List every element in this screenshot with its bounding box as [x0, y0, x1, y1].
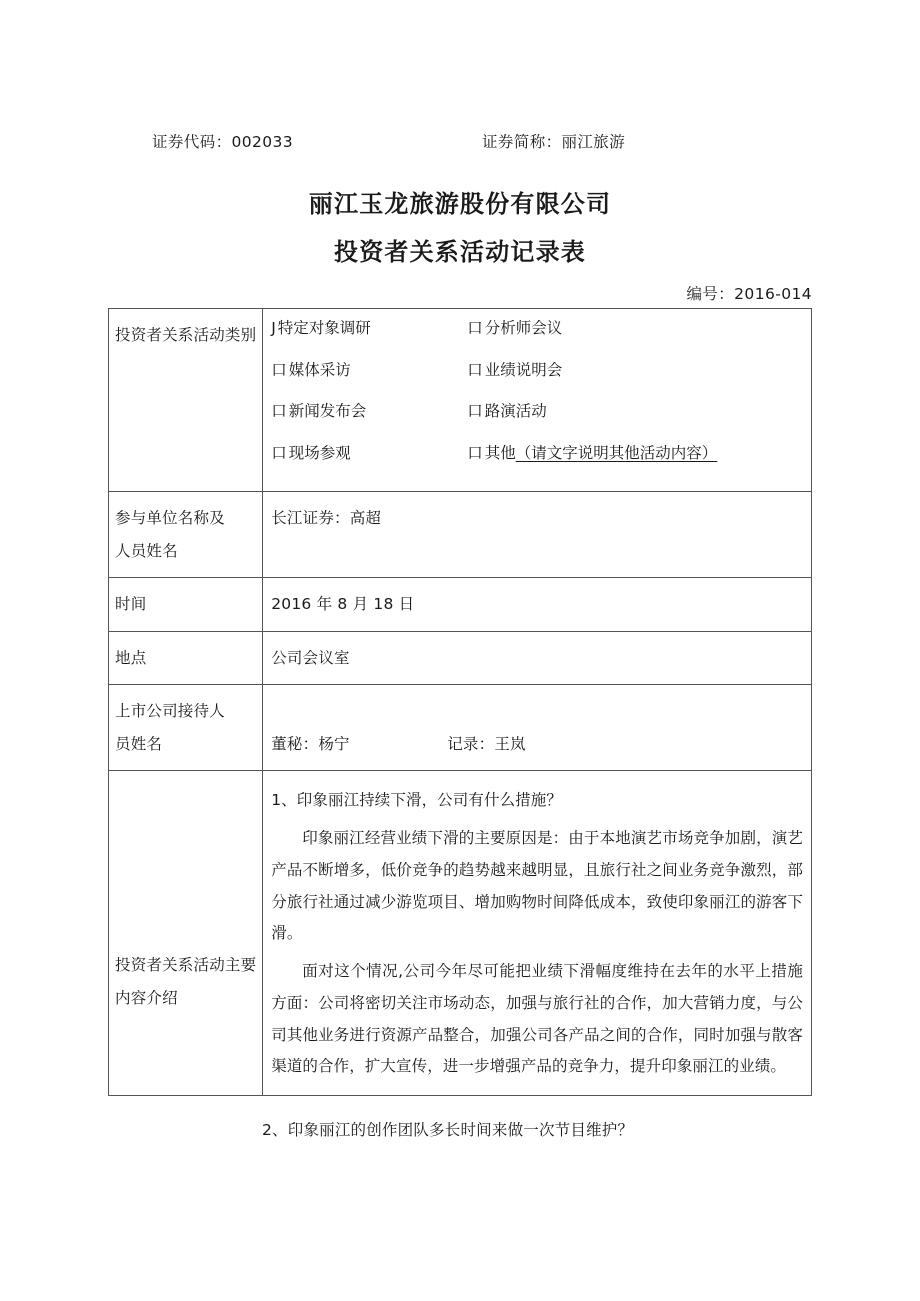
participants-text: 长江证券：高超: [271, 509, 382, 527]
table-row-activity-type: [109, 309, 812, 492]
place-label: 地点: [115, 648, 147, 667]
header-codes: [152, 130, 772, 152]
board-secretary: 董秘：杨宁: [271, 734, 350, 753]
time-label-cell: [109, 578, 263, 632]
time-value: 2016 年 8 月 18 日: [271, 595, 415, 614]
main-content-body: [263, 771, 811, 1095]
activity-option-row: [271, 404, 803, 420]
activity-option-label: 分析师会议: [484, 319, 563, 337]
activity-option-label: 其他: [484, 443, 516, 462]
reception-value-cell: [263, 685, 812, 771]
checkbox-icon[interactable]: 口: [467, 319, 483, 337]
activity-option-label: 现场参观: [288, 443, 351, 462]
activity-option-results-briefing[interactable]: [467, 360, 563, 379]
recorder: 记录：王岚: [447, 734, 526, 753]
place-label-cell: [109, 631, 263, 685]
stock-code: 证券代码：002033: [152, 133, 294, 151]
reception-label-line1: 上市公司接待人: [115, 702, 225, 721]
activity-option-label: 媒体采访: [288, 360, 351, 379]
document-number: 编号：2016-014: [686, 285, 812, 303]
reception-label-line2: 员姓名: [115, 734, 163, 753]
answer-1-paragraph-2: 面对这个情况,公司今年尽可能把业绩下滑幅度维持在去年的水平上措施方面：公司将密切关注市场动态，加强与旅行社的合作，加大营销力度，与公司其他业务进行资源产品整合，加强公司各产品之间的合作，同时加强与散客渠道的合作，扩大宣传，进一步增强产品的竞争力，提升印象丽江的业绩。: [271, 962, 803, 1076]
activity-option-media-interview[interactable]: [271, 360, 467, 379]
question-1: 1、印象丽江持续下滑，公司有什么措施？: [271, 791, 562, 810]
reception-spacer: [271, 695, 803, 728]
activity-type-value-cell: [263, 309, 812, 492]
participants-spacer: [271, 535, 803, 568]
activity-option-other-note: （请文字说明其他活动内容）: [515, 443, 718, 462]
participants-label-cell: [109, 492, 263, 578]
checkbox-icon[interactable]: 口: [271, 443, 287, 462]
participants-label-line1: 参与单位名称及: [115, 509, 225, 527]
participants-value-cell: [263, 492, 812, 578]
main-content-label-cell: [109, 771, 263, 1096]
activity-option-specific-research[interactable]: [271, 321, 467, 337]
activity-option-label: 业绩说明会: [484, 360, 563, 379]
activity-option-roadshow[interactable]: [467, 404, 547, 420]
main-content-value-cell: [263, 771, 812, 1096]
table-row-place: [109, 631, 812, 685]
participants-label: [109, 492, 262, 577]
checkbox-icon[interactable]: 口: [271, 402, 287, 420]
record-table: [108, 308, 812, 1096]
company-title: 丽江玉龙旅游股份有限公司: [308, 190, 612, 218]
activity-option-row: [271, 321, 803, 337]
activity-option-row: [271, 360, 803, 379]
activity-option-other[interactable]: [467, 443, 718, 462]
activity-type-label: 投资者关系活动类别: [115, 326, 257, 344]
activity-option-label: 新闻发布会: [288, 402, 367, 420]
checkbox-icon[interactable]: 口: [467, 360, 483, 379]
table-row-participants: [109, 492, 812, 578]
checkbox-icon[interactable]: 口: [467, 402, 483, 420]
question-2: 2、印象丽江的创作团队多长时间来做一次节目维护？: [262, 1121, 634, 1139]
activity-option-analyst-meeting[interactable]: [467, 321, 562, 337]
activity-option-site-visit[interactable]: [271, 443, 467, 462]
place-value-cell: [263, 631, 812, 685]
reception-people: [271, 728, 803, 761]
checkbox-checked-icon[interactable]: J: [271, 319, 276, 337]
table-row-time: [109, 578, 812, 632]
place-value: 公司会议室: [271, 648, 350, 667]
reception-label-cell: [109, 685, 263, 771]
activity-option-label: 路演活动: [484, 402, 547, 420]
participants-label-line2: 人员姓名: [115, 541, 178, 560]
main-content-label-line2: 内容介绍: [115, 988, 178, 1007]
table-row-main-content: [109, 771, 812, 1096]
time-value-cell: [263, 578, 812, 632]
main-content-label-line1: 投资者关系活动主要: [115, 956, 257, 975]
activity-type-label-cell: [109, 309, 263, 492]
activity-option-label: 特定对象调研: [277, 319, 371, 337]
reception-label: [109, 685, 262, 770]
stock-name: 证券简称：丽江旅游: [482, 133, 626, 151]
activity-option-row: [271, 443, 803, 462]
activity-option-press-conference[interactable]: [271, 404, 467, 420]
reception-value: [263, 685, 811, 770]
page-title: 投资者关系活动记录表: [334, 238, 586, 266]
activity-type-options: [263, 309, 811, 491]
participants-value: [263, 492, 811, 577]
checkbox-icon[interactable]: 口: [271, 360, 287, 379]
answer-1-paragraph-1: 印象丽江经营业绩下滑的主要原因是：由于本地演艺市场竞争加剧，演艺产品不断增多，低价竞争的趋势越来越明显，且旅行社之间业务竞争激烈，部分旅行社通过减少游览项目、增加购物时间降低成本，致使印象丽江的游客下滑。: [271, 829, 803, 943]
checkbox-icon[interactable]: 口: [467, 443, 483, 462]
main-content-label: [109, 771, 262, 1024]
table-row-reception: [109, 685, 812, 771]
time-label: 时间: [115, 595, 147, 614]
